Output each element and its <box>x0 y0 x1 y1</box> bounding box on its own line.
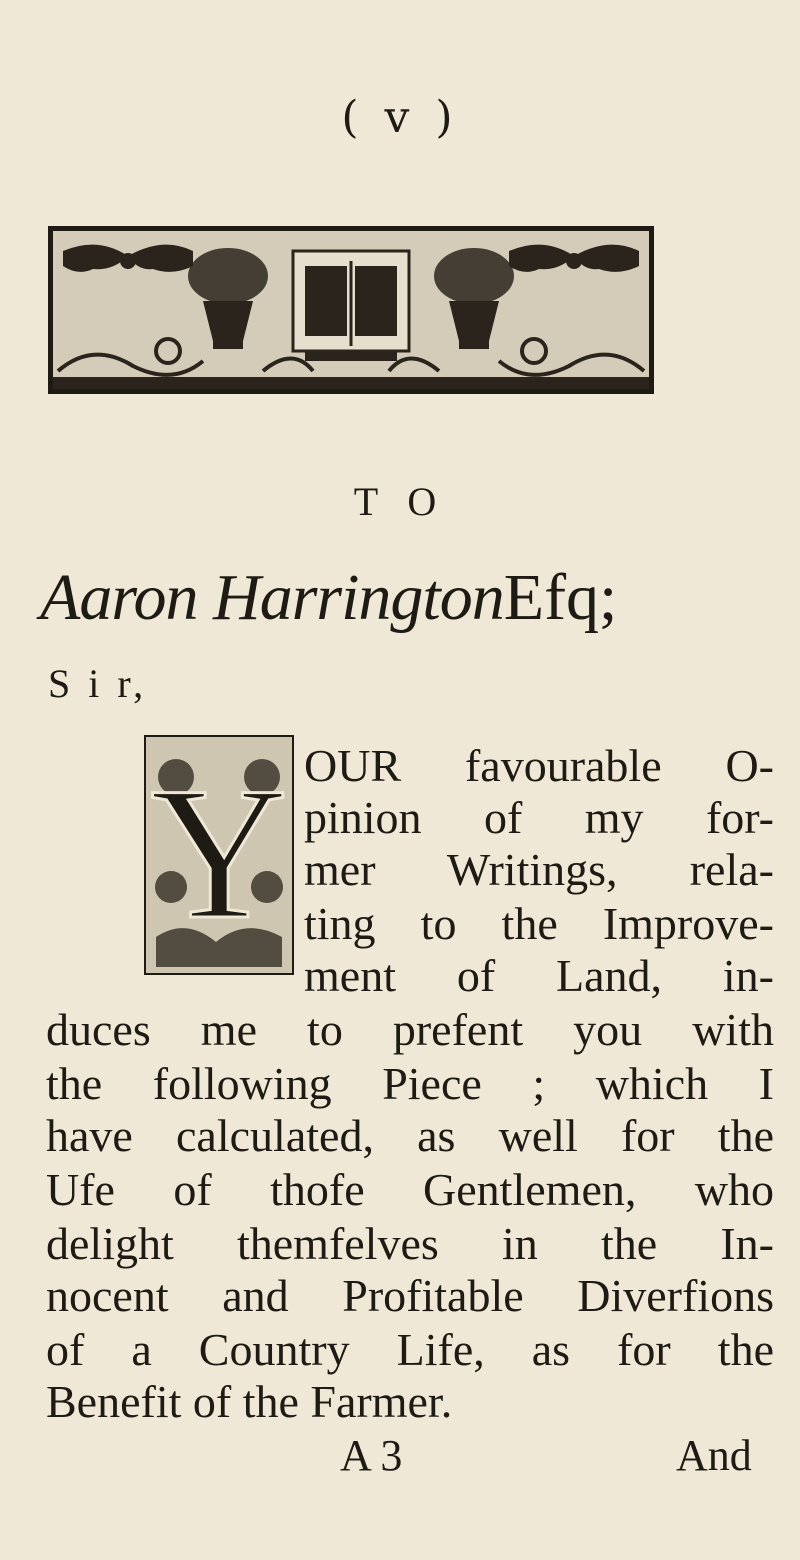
drop-cap-letter: Y <box>150 749 288 959</box>
dedicatee-name: Aaron Harrington <box>40 561 504 634</box>
signature-mark: A 3 <box>340 1431 403 1480</box>
body-line: the following Piece ; which I <box>46 1058 774 1109</box>
body-line: mer Writings, rela- <box>304 844 774 895</box>
body-line: have calculated, as well for the <box>46 1110 774 1161</box>
open-book-ornament <box>293 251 409 361</box>
body-line: Ufe of thofe Gentlemen, who <box>46 1164 774 1215</box>
body-line: ting to the Improve- <box>304 898 774 949</box>
body-line: nocent and Profitable Diverfions <box>46 1270 774 1321</box>
decorated-initial <box>144 735 294 975</box>
page-footer <box>0 1430 800 1490</box>
ornamental-headpiece <box>48 226 654 394</box>
body-line: Benefit of the Farmer. <box>46 1376 453 1427</box>
catchword: And <box>676 1431 752 1480</box>
body-line: of a Country Life, as for the <box>46 1324 774 1375</box>
body-line: duces me to prefent you with <box>46 1004 774 1055</box>
page-number: ( v ) <box>341 92 459 143</box>
salutation: S i r, <box>48 661 148 706</box>
dedicatee-line <box>40 560 780 636</box>
headpiece-engraving <box>53 231 649 389</box>
body-line: OUR favourable O- <box>304 740 774 791</box>
dedicatee-title: Efq; <box>503 561 618 634</box>
body-line: delight themfelves in the In- <box>46 1218 774 1269</box>
dedication-heading: T O <box>353 479 447 524</box>
body-line: pinion of my for- <box>304 792 774 843</box>
body-line: ment of Land, in- <box>304 950 774 1001</box>
decorated-initial-engraving <box>146 737 292 973</box>
